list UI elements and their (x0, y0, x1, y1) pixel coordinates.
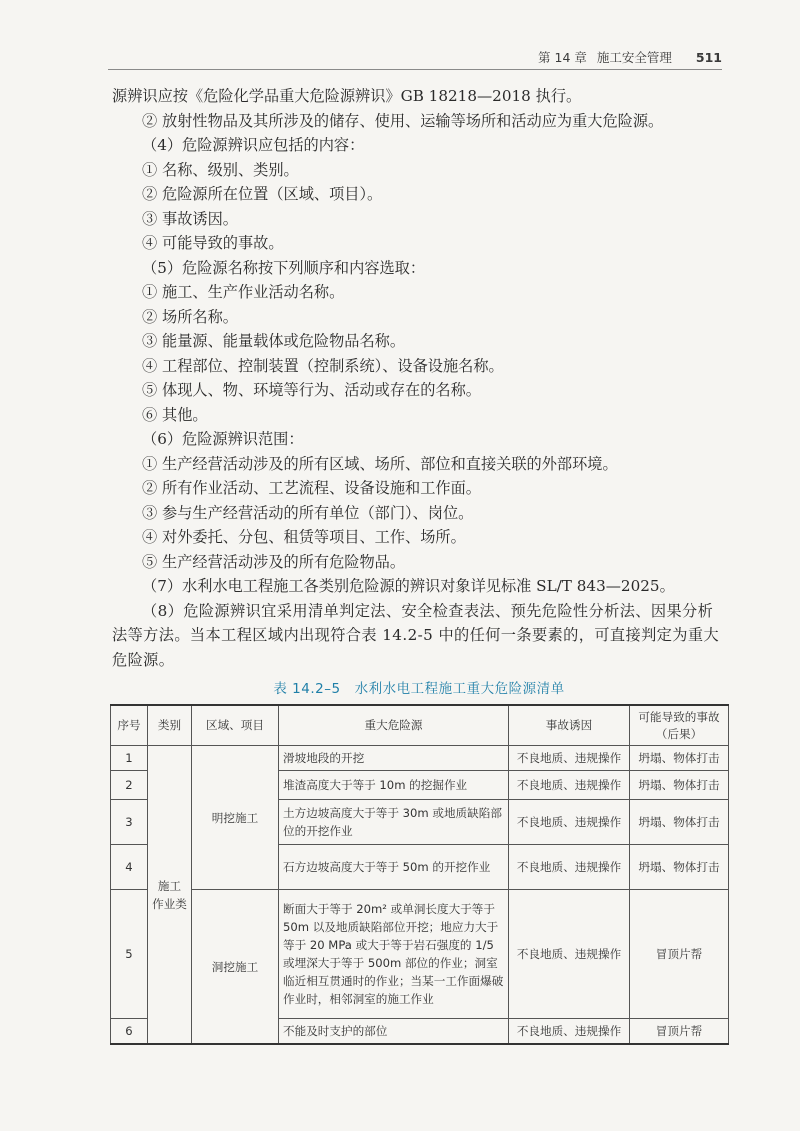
table-row (111, 890, 729, 1019)
body-text (112, 84, 726, 672)
accident-cell: 坍塌、物体打击 (630, 845, 729, 890)
paragraph: （7）水利水电工程施工各类别危险源的辨识对象详见标准 SL/T 843—2025。 (142, 577, 675, 595)
chapter-title: 施工安全管理 (596, 50, 672, 65)
header-hazard: 重大危险源 (279, 705, 509, 746)
hazard-cell: 不能及时支护的部位 (279, 1019, 509, 1045)
cause-cell: 不良地质、违规操作 (509, 746, 630, 771)
cause-cell: 不良地质、违规操作 (509, 771, 630, 800)
accident-cell: 坍塌、物体打击 (630, 771, 729, 800)
paragraph: ② 场所名称。 (142, 307, 238, 326)
paragraph: ③ 参与生产经营活动的所有单位（部门）、岗位。 (142, 503, 474, 522)
paragraph: ① 名称、级别、类别。 (142, 160, 299, 179)
paragraph: ⑤ 生产经营活动涉及的所有危险物品。 (142, 552, 406, 571)
category-line2: 作业类 (152, 896, 187, 911)
area-cell: 明挖施工 (192, 746, 279, 890)
category-line1: 施工 (157, 878, 182, 893)
table-caption: 表 14.2–5 水利水电工程施工重大危险源清单 (273, 681, 565, 697)
row-no: 5 (111, 890, 148, 1019)
row-no: 6 (111, 1019, 148, 1045)
paragraph: 源辨识应按《危险化学品重大危险源辨识》GB 18218—2018 执行。 (112, 87, 582, 105)
table-row (111, 746, 729, 771)
header-rule (108, 69, 722, 70)
paragraph: （4）危险源辨识应包括的内容： (142, 136, 365, 154)
header-category: 类别 (148, 705, 192, 746)
row-no: 1 (111, 746, 148, 771)
paragraph: ③ 事故诱因。 (142, 209, 238, 228)
area-cell: 洞挖施工 (192, 890, 279, 1045)
hazard-cell: 土方边坡高度大于等于 30m 或地质缺陷部位的开挖作业 (279, 800, 509, 845)
accident-cell: 冒顶片帮 (630, 1019, 729, 1045)
page-number: 511 (695, 49, 722, 65)
accident-cell: 坍塌、物体打击 (630, 746, 729, 771)
cause-cell: 不良地质、违规操作 (509, 1019, 630, 1045)
hazard-cell: 石方边坡高度大于等于 50m 的开挖作业 (279, 845, 509, 890)
table-header-row (111, 705, 729, 746)
header-accident (630, 705, 729, 746)
header-area: 区域、项目 (192, 705, 279, 746)
paragraph: ④ 对外委托、分包、租赁等项目、工作、场所。 (142, 528, 466, 546)
cause-cell: 不良地质、违规操作 (509, 890, 630, 1019)
paragraph: ① 生产经营活动涉及的所有区域、场所、部位和直接关联的外部环境。 (142, 454, 618, 473)
paragraph: （6）危险源辨识范围： (142, 430, 304, 448)
paragraph: ⑥ 其他。 (142, 405, 208, 424)
paragraph: ② 放射性物品及其所涉及的储存、使用、运输等场所和活动应为重大危险源。 (142, 111, 664, 130)
paragraph: ④ 工程部位、控制装置（控制系统）、设备设施名称。 (142, 356, 504, 375)
paragraph: （5）危险源名称按下列顺序和内容选取： (142, 258, 426, 277)
header-cause: 事故诱因 (509, 705, 630, 746)
header-accident-line1: 可能导致的事故 (638, 709, 720, 724)
header-accident-line2: （后果） (655, 726, 703, 741)
row-no: 2 (111, 771, 148, 800)
paragraph: ⑤ 体现人、物、环境等行为、活动或存在的名称。 (142, 381, 481, 399)
cause-cell: 不良地质、违规操作 (509, 800, 630, 845)
accident-cell: 坍塌、物体打击 (630, 800, 729, 845)
hazard-table (110, 704, 729, 1045)
accident-cell: 冒顶片帮 (630, 890, 729, 1019)
header-no: 序号 (111, 705, 148, 746)
page-header (500, 46, 722, 68)
paragraph: ① 施工、生产作业活动名称。 (142, 283, 345, 301)
category-cell (148, 746, 192, 1045)
paragraph: （8）危险源辨识宜采用清单判定法、安全检查表法、预先危险性分析法、因果分析法等方法。当本工程区域内出现符合表 14.2-5 中的任何一条要素的，可直接判定为重大危险源。 (112, 601, 720, 669)
paragraph: ③ 能量源、能量载体或危险物品名称。 (142, 332, 406, 350)
row-no: 3 (111, 800, 148, 845)
hazard-cell: 滑坡地段的开挖 (279, 746, 509, 771)
cause-cell: 不良地质、违规操作 (509, 845, 630, 890)
paragraph: ② 危险源所在位置（区域、项目）。 (142, 185, 383, 203)
hazard-cell: 堆渣高度大于等于 10m 的挖掘作业 (279, 771, 509, 800)
paragraph: ② 所有作业活动、工艺流程、设备设施和工作面。 (142, 479, 481, 497)
row-no: 4 (111, 845, 148, 890)
hazard-cell: 断面大于等于 20m² 或单洞长度大于等于 50m 以及地质缺陷部位开挖；地应力大于等于 20 MPa 或大于等于岩石强度的 1/5 或埋深大于等于 500m 部位的作业；洞室临近相互贯通时的作业；当某一工作面爆破作业时，相邻洞室的施工作业 (279, 890, 509, 1019)
chapter-number: 第 14 章 (538, 50, 587, 65)
paragraph: ④ 可能导致的事故。 (142, 234, 284, 252)
